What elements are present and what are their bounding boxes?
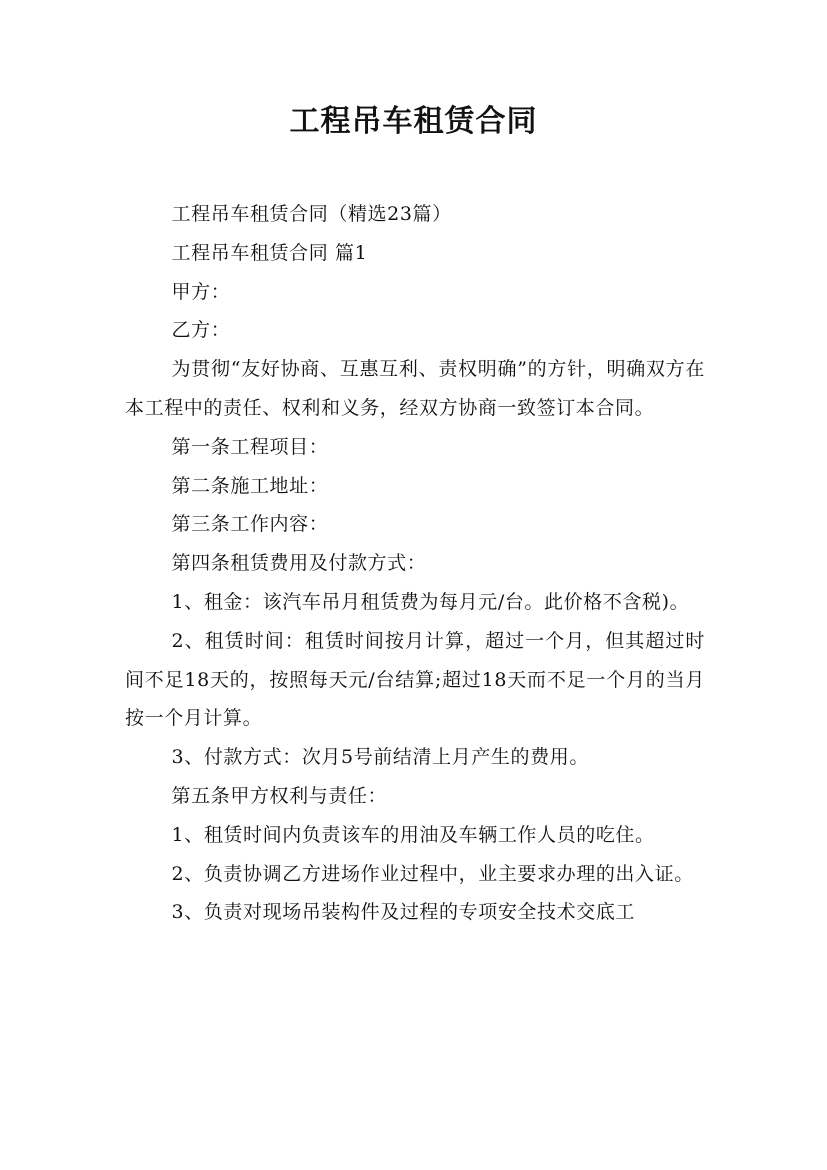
paragraph-article-5-item-3: 3、负责对现场吊装构件及过程的专项安全技术交底工	[171, 901, 636, 924]
paragraph-heading: 工程吊车租赁合同（精选23篇）	[171, 203, 452, 225]
paragraph-party-a: 甲方：	[171, 280, 231, 303]
paragraph-article-5: 第五条甲方权利与责任：	[171, 784, 388, 807]
paragraph-party-b: 乙方：	[171, 319, 231, 342]
paragraph-article-4-item-3: 3、付款方式：次月5号前结清上月产生的费用。	[171, 746, 589, 769]
paragraph-article-1: 第一条工程项目：	[171, 435, 329, 458]
paragraph-article-3: 第三条工作内容：	[171, 513, 329, 536]
paragraph-article-4-item-1: 1、租金：该汽车吊月租赁费为每月元/台。此价格不含税)。	[171, 590, 690, 613]
document-title: 工程吊车租赁合同	[289, 104, 538, 139]
paragraph-article-5-item-1: 1、租赁时间内负责该车的用油及车辆工作人员的吃住。	[171, 823, 655, 846]
paragraph-preamble: 为贯彻“友好协商、互惠互利、责权明确”的方针，明确双方在本工程中的责任、权利和义务，经双方协商一致签订本合同。	[125, 358, 705, 419]
document-body	[125, 195, 705, 932]
paragraph-article-2: 第二条施工地址：	[171, 474, 329, 497]
paragraph-article-4-item-2: 2、租赁时间：租赁时间按月计算，超过一个月，但其超过时间不足18天的，按照每天元/台结算;超过18天而不足一个月的当月按一个月计算。	[125, 629, 705, 730]
paragraph-section-title: 工程吊车租赁合同 篇1	[171, 241, 368, 264]
paragraph-article-4: 第四条租赁费用及付款方式：	[171, 552, 427, 575]
paragraph-article-5-item-2: 2、负责协调乙方进场作业过程中，业主要求办理的出入证。	[171, 862, 694, 885]
